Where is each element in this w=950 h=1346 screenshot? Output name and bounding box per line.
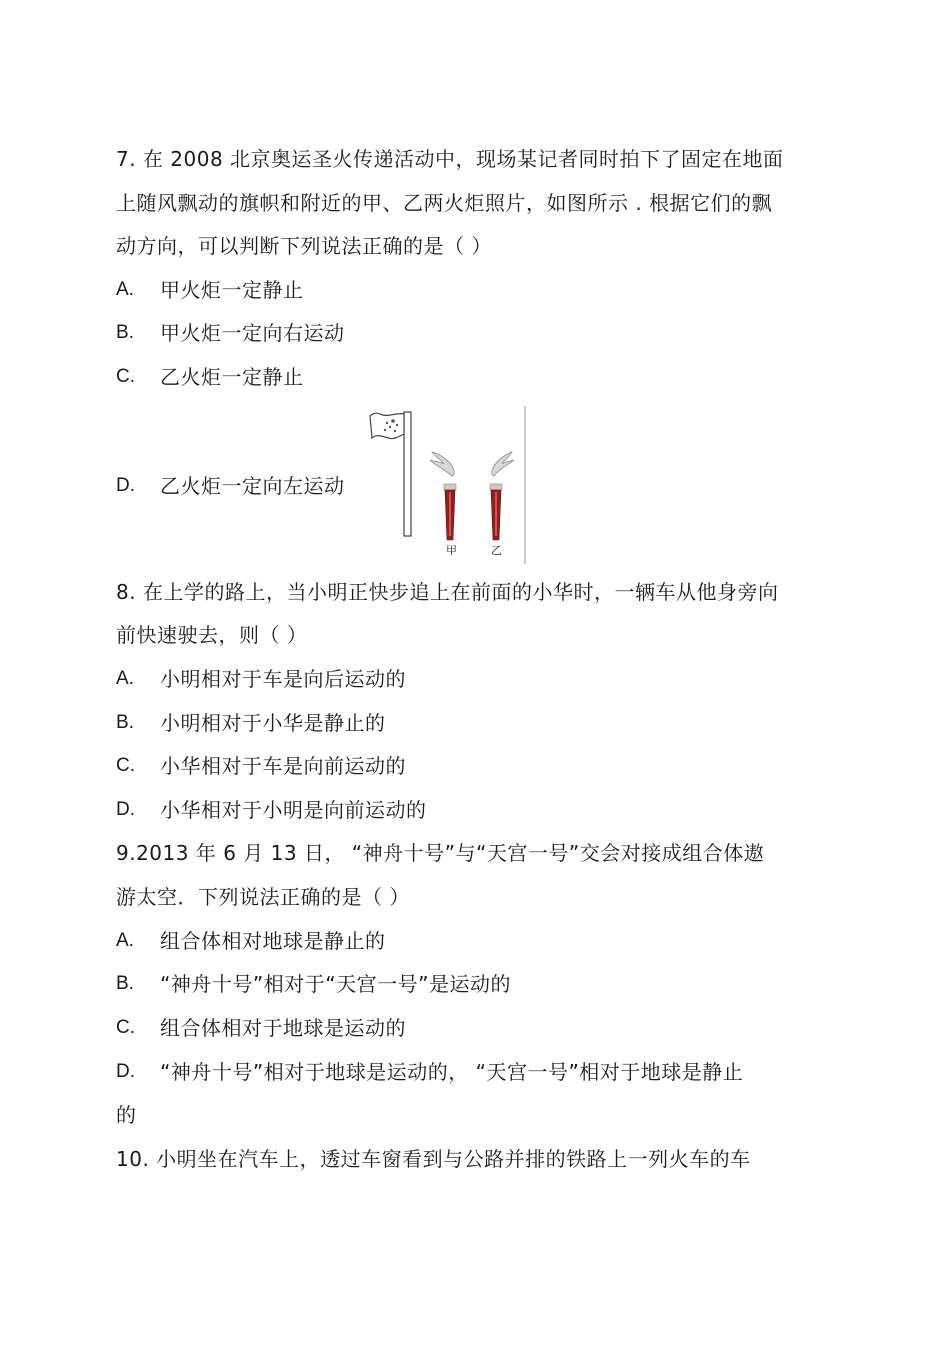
q8-option-b-text: 小明相对于小华是静止的 (160, 711, 386, 735)
q8-stem-line-2: 前快速驶去，则（ ） (116, 623, 308, 647)
q7-option-d-text: 乙火炬一定向左运动 (160, 474, 345, 498)
q8-option-d-letter: D. (116, 799, 135, 820)
q7-option-b-text: 甲火炬一定向右运动 (160, 321, 345, 345)
q7-stem-line-1: 7. 在 2008 北京奥运圣火传递活动中，现场某记者同时拍下了固定在地面 (116, 147, 784, 171)
q10-stem-line-1: 10. 小明坐在汽车上，透过车窗看到与公路并排的铁路上一列火车的车 (116, 1147, 751, 1171)
q7-option-a-letter: A. (116, 279, 134, 300)
q8-option-d-text: 小华相对于小明是向前运动的 (160, 798, 427, 822)
q7-stem-line-3: 动方向，可以判断下列说法正确的是（ ） (116, 234, 492, 258)
q9-option-a-letter: A. (116, 930, 134, 951)
q9-option-d-text: “神舟十号”相对于地球是运动的， “天宫一号”相对于地球是静止 (160, 1060, 744, 1084)
q7-figure (360, 404, 530, 566)
q8-option-a-letter: A. (116, 668, 134, 689)
q7-stem-line-2: 上随风飘动的旗帜和附近的甲、乙两火炬照片，如图所示 . 根据它们的飘 (116, 191, 773, 215)
torch-yi (490, 452, 514, 557)
torch-yi-label: 乙 (491, 544, 502, 557)
flag-pole (404, 412, 411, 536)
q8-option-b-letter: B. (116, 712, 134, 733)
q7-option-c-letter: C. (116, 366, 135, 387)
q9-option-c-text: 组合体相对于地球是运动的 (160, 1016, 406, 1040)
torch-jia-top (444, 484, 456, 490)
q7-option-a-text: 甲火炬一定静止 (160, 278, 304, 302)
q8-option-a-text: 小明相对于车是向后运动的 (160, 667, 406, 691)
q9-option-d-letter: D. (116, 1061, 135, 1082)
q9-option-d-continuation: 的 (116, 1103, 137, 1127)
q8-option-c-text: 小华相对于车是向前运动的 (160, 754, 406, 778)
q9-stem-line-2: 游太空．下列说法正确的是（ ） (116, 885, 410, 909)
q9-option-c-letter: C. (116, 1017, 135, 1038)
q7-option-b-letter: B. (116, 322, 134, 343)
q7-option-d-letter: D. (116, 475, 135, 496)
q8-stem-line-1: 8. 在上学的路上，当小明正快步追上在前面的小华时，一辆车从他身旁向 (116, 580, 779, 604)
torch-yi-flame (492, 452, 514, 476)
flag (370, 413, 404, 438)
q9-stem-line-1: 9.2013 年 6 月 13 日， “神舟十号”与“天宫一号”交会对接成组合体遨 (116, 841, 765, 865)
q8-option-c-letter: C. (116, 755, 135, 776)
torch-jia-label: 甲 (446, 544, 457, 557)
q9-option-a-text: 组合体相对地球是静止的 (160, 929, 386, 953)
torch-yi-top (490, 484, 502, 490)
q9-option-b-letter: B. (116, 973, 134, 994)
torch-jia-flame (430, 452, 454, 476)
torch-jia (430, 452, 457, 557)
q9-option-b-text: “神舟十号”相对于“天宫一号”是运动的 (160, 972, 511, 996)
q7-option-c-text: 乙火炬一定静止 (160, 365, 304, 389)
flag-and-torches-illustration (360, 404, 530, 566)
